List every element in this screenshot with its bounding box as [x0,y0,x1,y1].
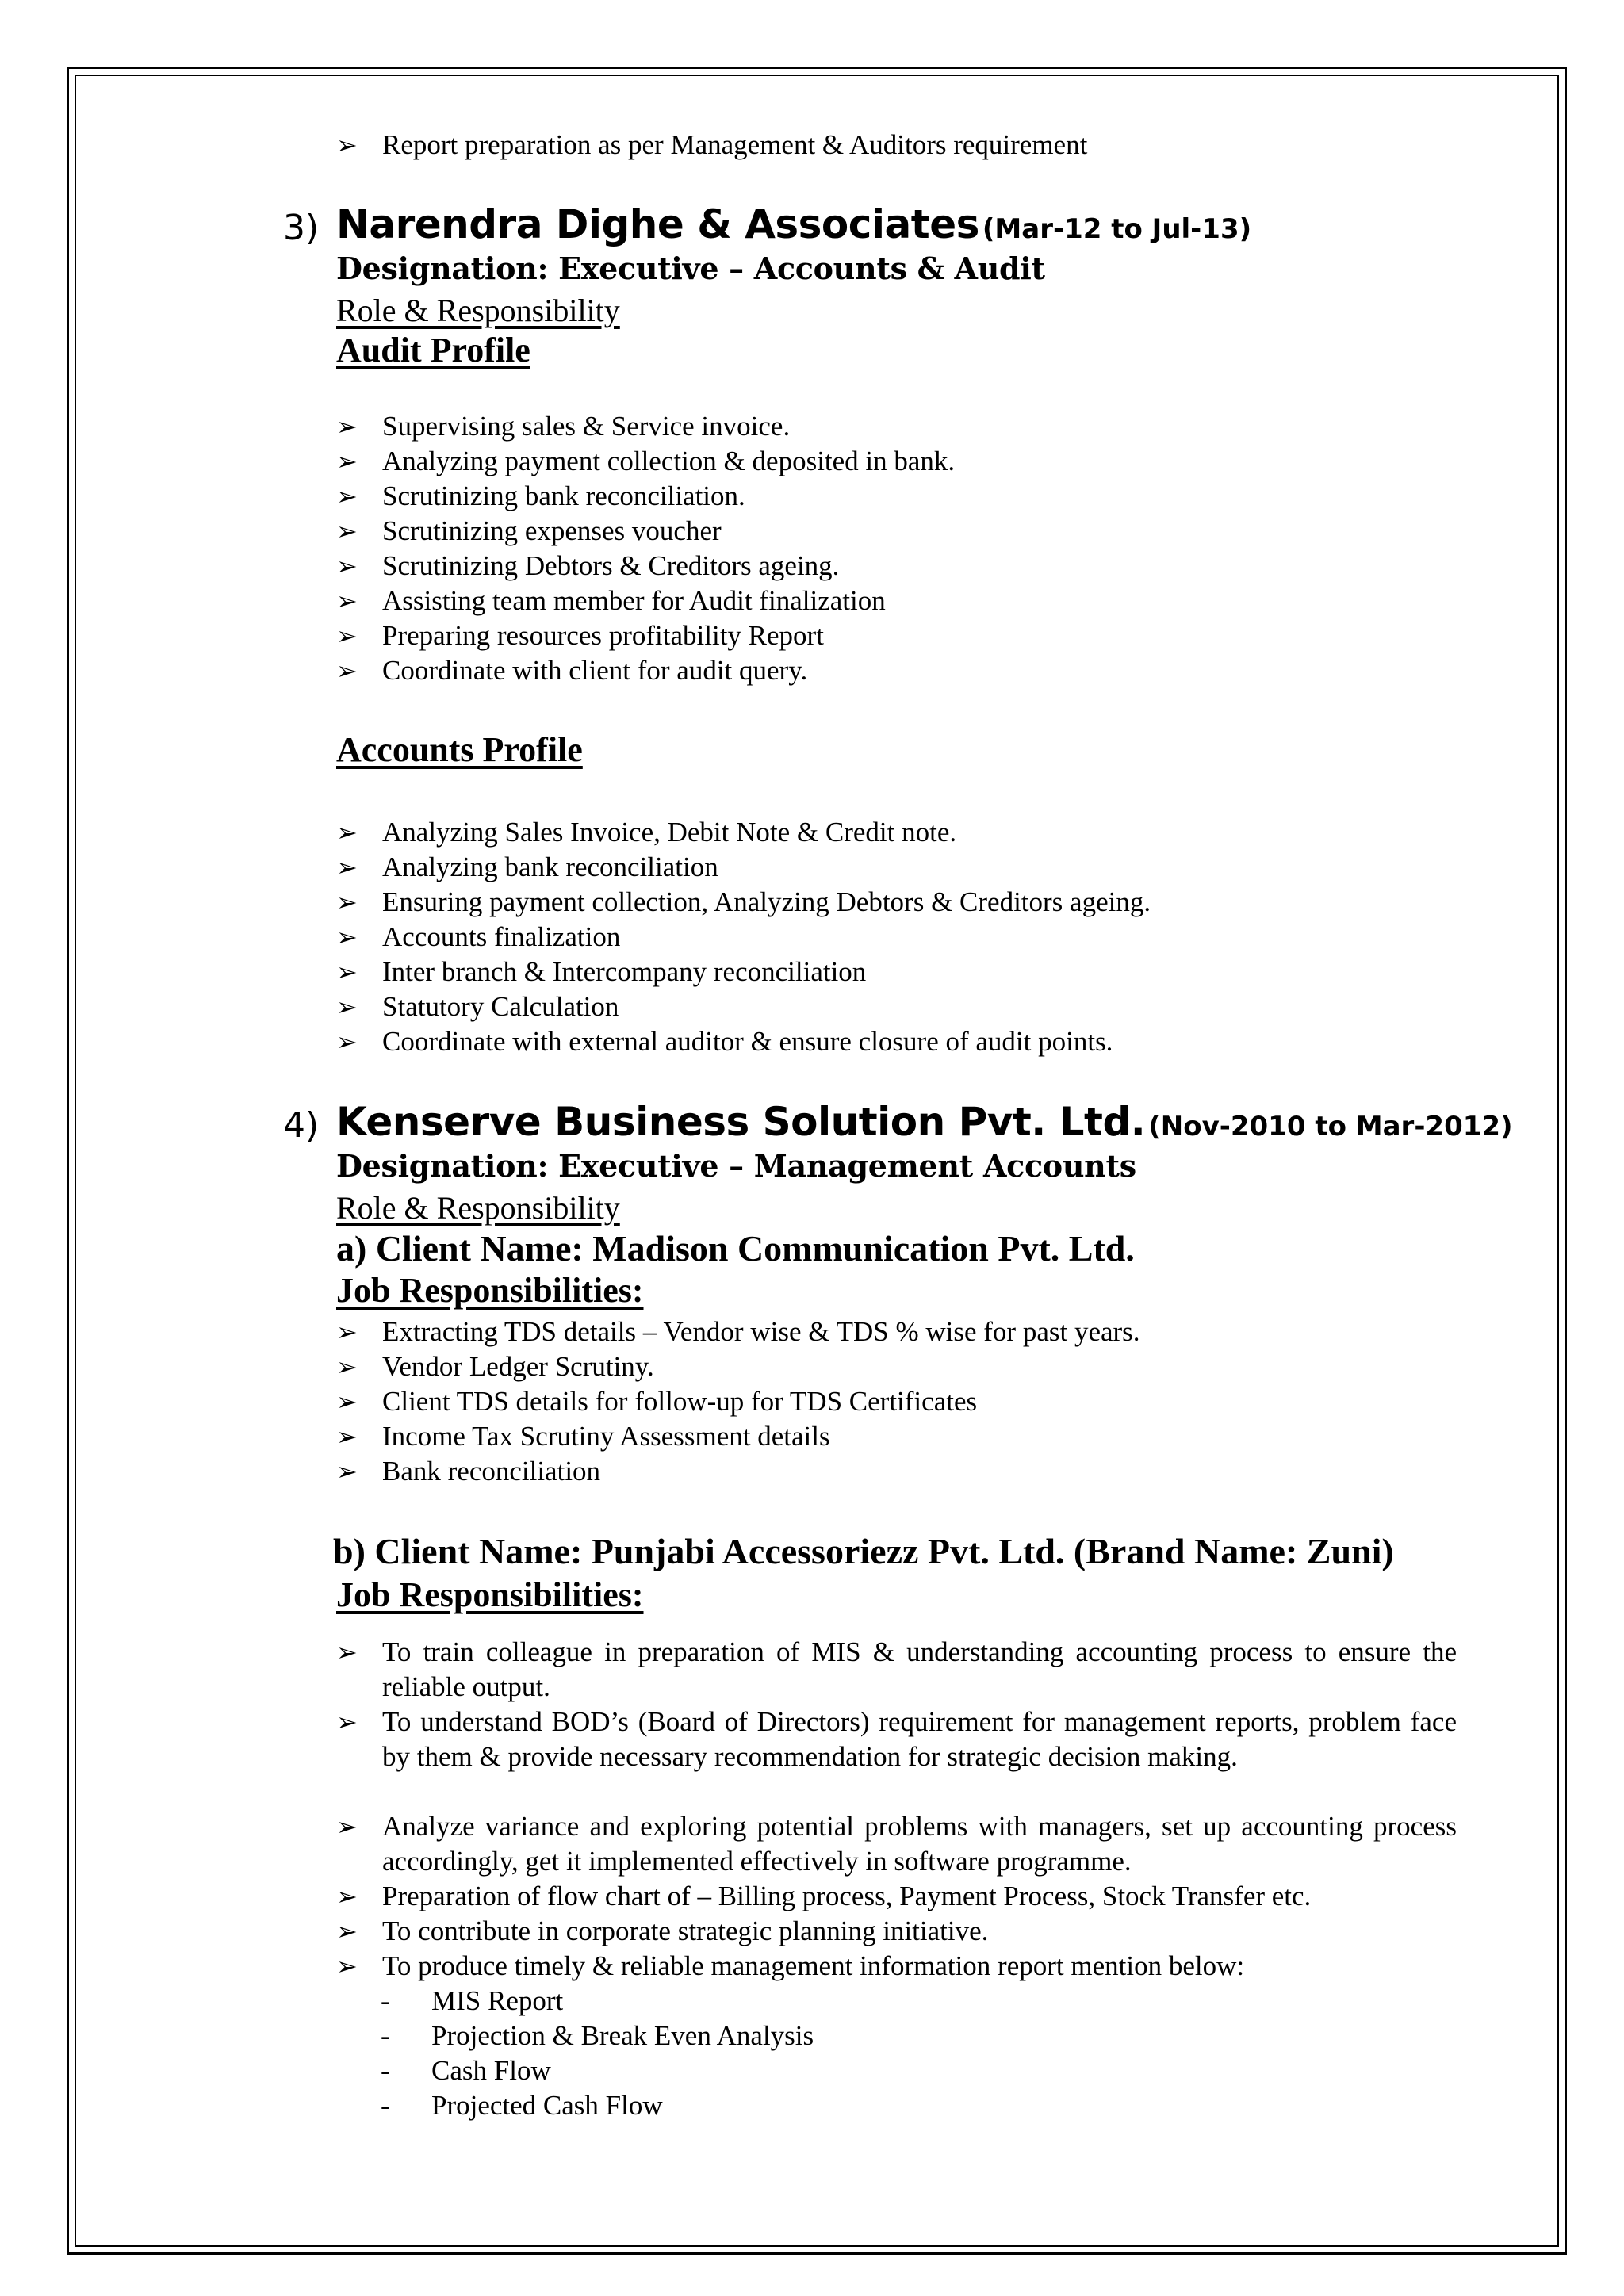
arrow-bullet-icon: ➢ [336,1637,358,1667]
section-number: 4) [283,1105,320,1146]
arrow-bullet-icon: ➢ [336,1812,358,1842]
company-heading [336,201,1251,247]
arrow-bullet-icon: ➢ [336,1352,358,1382]
job-responsibilities-heading: Job Responsibilities: [336,1271,644,1310]
client-heading: a) Client Name: Madison Communication Pvt. Ltd. [336,1228,1135,1269]
arrow-bullet-icon: ➢ [336,1916,358,1946]
client-heading: b) Client Name: Punjabi Accessoriezz Pvt. Ltd. (Brand Name: Zuni) [333,1531,1394,1571]
arrow-bullet-icon: ➢ [336,992,358,1022]
arrow-bullet-icon: ➢ [336,516,358,546]
arrow-bullet-icon: ➢ [336,1881,358,1911]
arrow-bullet-icon: ➢ [336,130,358,160]
arrow-bullet-icon: ➢ [336,957,358,987]
arrow-bullet-icon: ➢ [336,586,358,616]
arrow-bullet-icon: ➢ [336,1422,358,1452]
company-name: Narendra Dighe & Associates [336,201,979,247]
employment-period: (Nov-2010 to Mar-2012) [1148,1111,1513,1142]
arrow-bullet-icon: ➢ [336,481,358,511]
dash-bullet: - [381,2020,390,2051]
role-heading: Role & Responsibility [336,293,620,328]
audit-profile-heading: Audit Profile [336,331,530,369]
arrow-bullet-icon: ➢ [336,922,358,952]
job-responsibilities-heading: Job Responsibilities: [336,1575,644,1614]
arrow-bullet-icon: ➢ [336,411,358,442]
arrow-bullet-icon: ➢ [336,656,358,686]
job-item: ➢ To understand BOD’s (Board of Directors) requirement for management reports, problem face by them & provide necessary recommendation for strategic decision making. [336,1706,1457,1772]
job-item: ➢ To train colleague in preparation of MIS & understanding accounting process to ensure the reliable output. [336,1636,1457,1702]
arrow-bullet-icon: ➢ [336,852,358,882]
arrow-bullet-icon: ➢ [336,446,358,476]
company-heading [336,1099,1513,1145]
arrow-bullet-icon: ➢ [336,1317,358,1347]
company-name: Kenserve Business Solution Pvt. Ltd. [336,1099,1146,1145]
dash-bullet: - [381,1985,390,2016]
employment-period: (Mar-12 to Jul-13) [982,213,1252,245]
role-heading: Role & Responsibility [336,1190,620,1226]
accounts-profile-heading: Accounts Profile [336,730,583,769]
arrow-bullet-icon: ➢ [336,1387,358,1417]
arrow-bullet-icon: ➢ [336,551,358,581]
arrow-bullet-icon: ➢ [336,1707,358,1737]
job-item: ➢ Analyze variance and exploring potential problems with managers, set up accounting process accordingly, get it implemented effectively in software programme. [336,1811,1457,1877]
arrow-bullet-icon: ➢ [336,1456,358,1487]
dash-bullet: - [381,2090,390,2121]
designation: Designation: Executive – Management Accounts [336,1148,1136,1184]
designation: Designation: Executive – Accounts & Audit [336,251,1045,286]
arrow-bullet-icon: ➢ [336,621,358,651]
dash-bullet: - [381,2055,390,2086]
arrow-bullet-icon: ➢ [336,887,358,917]
section-number: 3) [283,208,320,248]
arrow-bullet-icon: ➢ [336,1951,358,1981]
arrow-bullet-icon: ➢ [336,1027,358,1057]
arrow-bullet-icon: ➢ [336,817,358,848]
